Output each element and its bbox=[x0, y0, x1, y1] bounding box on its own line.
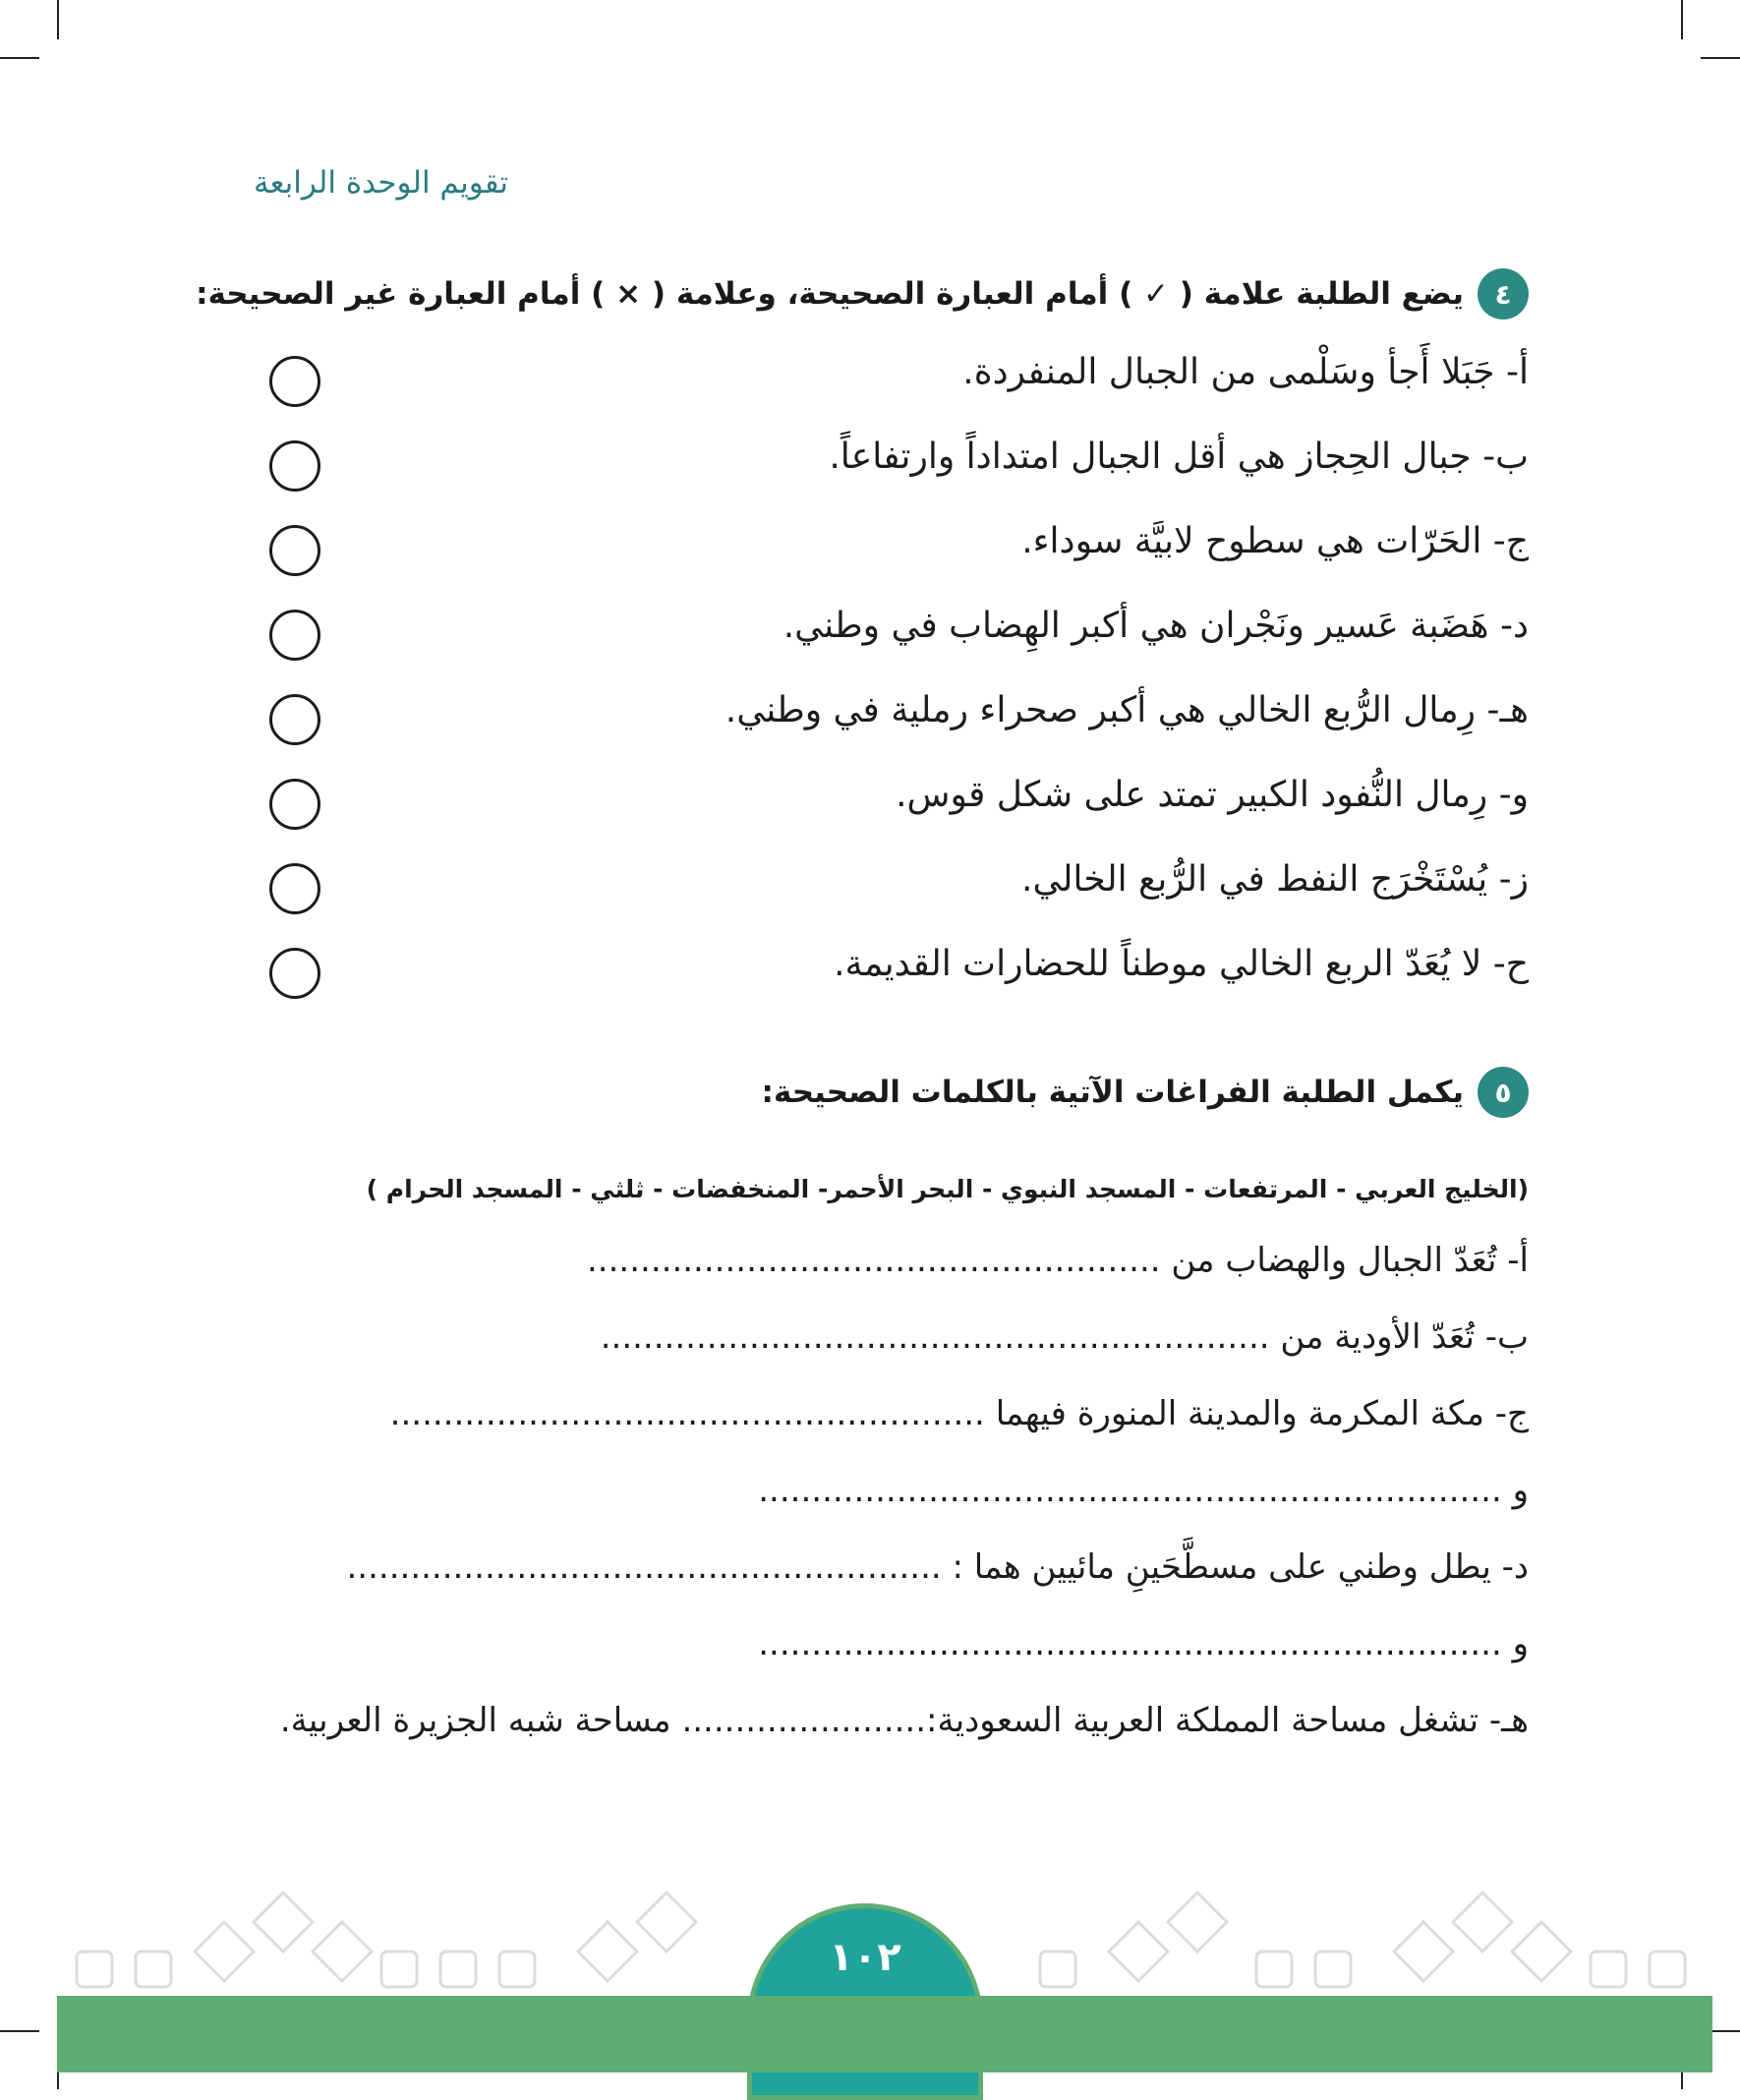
blank-space[interactable]: ........................................................ bbox=[346, 1547, 942, 1587]
fill-blank-line bbox=[346, 1547, 1529, 1587]
true-false-statement: ج- الحَرّات هي سطوح لابيَّة سوداء. bbox=[1021, 521, 1529, 561]
footer-band bbox=[57, 1996, 1712, 2072]
fill-blank-text: أ- تُعَدّ الجبال والهضاب من bbox=[1171, 1241, 1529, 1280]
fill-blank-line bbox=[758, 1471, 1529, 1510]
word-bank: (الخليج العربي - المرتفعات - المسجد النبوي - البحر الأحمر- المنخفضات - ثلثي - المسجد الحرام ) bbox=[366, 1175, 1529, 1203]
blank-space[interactable]: ........................................................ bbox=[389, 1394, 985, 1433]
fill-blank-text: ج- مكة المكرمة والمدينة المنورة فيهما bbox=[995, 1394, 1529, 1433]
crop-mark bbox=[57, 0, 59, 39]
crop-mark bbox=[1701, 57, 1740, 59]
fill-blank-line bbox=[390, 1394, 1529, 1433]
answer-circle[interactable] bbox=[269, 525, 320, 576]
answer-circle[interactable] bbox=[269, 356, 320, 407]
answer-circle[interactable] bbox=[269, 863, 320, 914]
fill-blank-line bbox=[587, 1241, 1529, 1280]
blank-space[interactable]: ...................................................... bbox=[586, 1241, 1161, 1280]
question-5-instruction: يكمل الطلبة الفراغات الآتية بالكلمات الصحيحة: bbox=[761, 1075, 1464, 1110]
blank-space[interactable]: ...................................................................... bbox=[758, 1471, 1502, 1510]
answer-circle[interactable] bbox=[269, 948, 320, 999]
question-4-instruction: يضع الطلبة علامة ( ✓ ) أمام العبارة الصحيحة، وعلامة ( × ) أمام العبارة غير الصحيحة: bbox=[196, 276, 1464, 312]
blank-space[interactable]: ............................................................... bbox=[600, 1317, 1270, 1357]
fill-blank-text: د- يطل وطني على مسطَّحَينِ مائيين هما : bbox=[952, 1547, 1529, 1587]
crop-mark bbox=[0, 57, 39, 59]
blank-space[interactable]: ...................................................................... bbox=[758, 1624, 1502, 1663]
true-false-statement: هـ- رِمال الرُّبع الخالي هي أكبر صحراء رملية في وطني. bbox=[725, 690, 1529, 730]
question-4-number-badge: ٤ bbox=[1478, 268, 1529, 320]
fill-blank-text: هـ- تشغل مساحة المملكة العربية السعودية:....................... مساحة شبه الجزيرة العربية. bbox=[279, 1701, 1529, 1740]
answer-circle[interactable] bbox=[269, 694, 320, 745]
question-5-number-badge: ٥ bbox=[1478, 1067, 1529, 1118]
page-number: ١٠٢ bbox=[829, 1935, 901, 1980]
true-false-statement: و- رِمال النُّفود الكبير تمتد على شكل قوس. bbox=[896, 775, 1529, 815]
answer-circle[interactable] bbox=[269, 440, 320, 492]
true-false-statement: ح- لا يُعَدّ الربع الخالي موطناً للحضارات القديمة. bbox=[834, 944, 1529, 984]
crop-mark bbox=[1681, 0, 1683, 39]
answer-circle[interactable] bbox=[269, 610, 320, 661]
answer-circle[interactable] bbox=[269, 779, 320, 830]
true-false-statement: د- هَضَبة عَسير ونَجْران هي أكبر الهِضاب في وطني. bbox=[783, 606, 1529, 646]
fill-blank-text: و bbox=[1512, 1471, 1529, 1510]
question-4-header bbox=[196, 268, 1529, 320]
unit-review-title: تقويم الوحدة الرابعة bbox=[254, 165, 509, 201]
fill-blank-line bbox=[280, 1701, 1529, 1740]
true-false-statement: أ- جَبَلا أَجأ وسَلْمى من الجبال المنفردة. bbox=[962, 352, 1529, 392]
fill-blank-line bbox=[601, 1317, 1529, 1357]
true-false-statement: ب- جبال الحِجاز هي أقل الجبال امتداداً وارتفاعاً. bbox=[829, 437, 1529, 477]
fill-blank-text: و bbox=[1512, 1624, 1529, 1663]
true-false-statement: ز- يُسْتَخْرَج النفط في الرُّبع الخالي. bbox=[1021, 859, 1529, 900]
fill-blank-line bbox=[758, 1624, 1529, 1663]
crop-mark bbox=[0, 2030, 39, 2032]
fill-blank-text: ب- تُعَدّ الأودية من bbox=[1280, 1317, 1529, 1357]
question-5-header bbox=[762, 1067, 1529, 1118]
